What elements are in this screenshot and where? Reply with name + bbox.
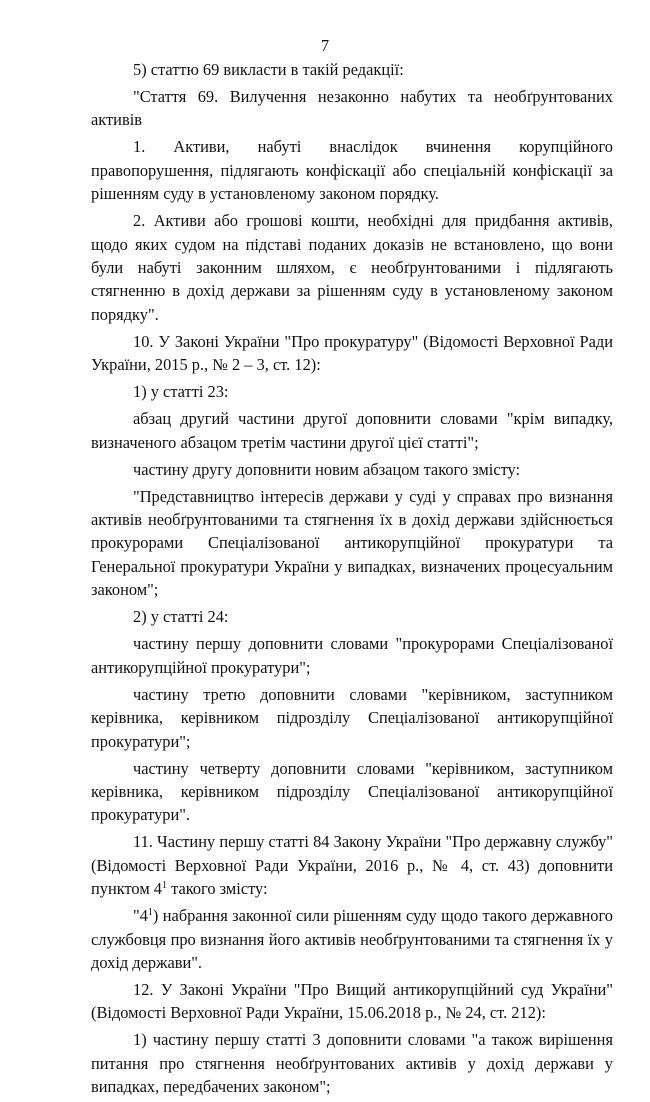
paragraph: частину третю доповнити словами "керівником, заступником керівника, керівником підрозділу Спеціалізованої антикорупційної прокуратури"; (91, 684, 613, 751)
paragraph: 1) у статті 23: (133, 382, 229, 402)
paragraph: 1) частину першу статті 3 доповнити словами "а також вирішення питання про стягнення необґрунтованих активів у дохід держави у випадках, передбачених законом"; (91, 1030, 613, 1097)
paragraph-text: 11. Частину першу статті 84 Закону України "Про державну службу" (Відомості Верховної Ради України, 2016 р., № 4, ст. 43) доповнити пунктом 4 (91, 832, 613, 899)
paragraph-with-superscript (91, 904, 613, 974)
paragraph-text-rest: ) набрання законної сили рішенням суду щодо такого державного службовця про визнання його активів необґрунтованими та стягнення їх у дохід держави". (91, 906, 613, 972)
paragraph: частину першу доповнити словами "прокурорами Спеціалізованої антикорупційної прокуратури"; (91, 634, 613, 677)
paragraph: 10. У Законі України "Про прокуратуру" (Відомості Верховної Ради України, 2015 р., № 2 – 3, ст. 12): (91, 331, 613, 375)
paragraph-text-open: "4 (133, 906, 148, 926)
paragraph: частину другу доповнити новим абзацом такого змісту: (133, 459, 521, 479)
paragraph: 1. Активи, набуті внаслідок вчинення корупційного правопорушення, підлягають конфіскації або спеціальній конфіскації за рішенням суду в установленому законом порядку. (91, 137, 613, 204)
paragraph: "Стаття 69. Вилучення незаконно набутих та необґрунтованих активів (91, 87, 613, 130)
paragraph-with-superscript (91, 830, 613, 900)
document-body (91, 58, 613, 1102)
page-number: 7 (320, 36, 330, 55)
paragraph-text-tail: такого змісту: (166, 879, 268, 899)
superscript: 1 (147, 907, 153, 919)
paragraph: частину четверту доповнити словами "керівником, заступником керівника, керівником підрозділу Спеціалізованої антикорупційної прокуратури". (91, 758, 613, 825)
paragraph: 5) статтю 69 викласти в такій редакції: (133, 60, 404, 79)
paragraph: 2. Активи або грошові кошти, необхідні для придбання активів, щодо яких судом на підставі поданих доказів не встановлено, що вони були набуті законним шляхом, є необґрунтованими і підлягають стягненню в дохід держави за рішенням суду в установленому законом порядку". (91, 211, 613, 324)
paragraph: "Представництво інтересів держави у суді у справах про визнання активів необґрунтованими та стягнення їх в дохід держави здійснюється прокурорами Спеціалізованої антикорупційної прокуратури та Генеральної прокуратури України у випадках, визначених процесуальним законом"; (91, 486, 613, 600)
paragraph: 12. У Законі України "Про Вищий антикорупційний суд України" (Відомості Верховної Ради України, 15.06.2018 р., № 24, ст. 212): (91, 979, 613, 1023)
paragraph: 2) у статті 24: (133, 607, 229, 627)
paragraph: абзац другий частини другої доповнити словами "крім випадку, визначеного абзацом третім частини другої цієї статті"; (91, 409, 613, 452)
superscript: 1 (161, 880, 167, 892)
